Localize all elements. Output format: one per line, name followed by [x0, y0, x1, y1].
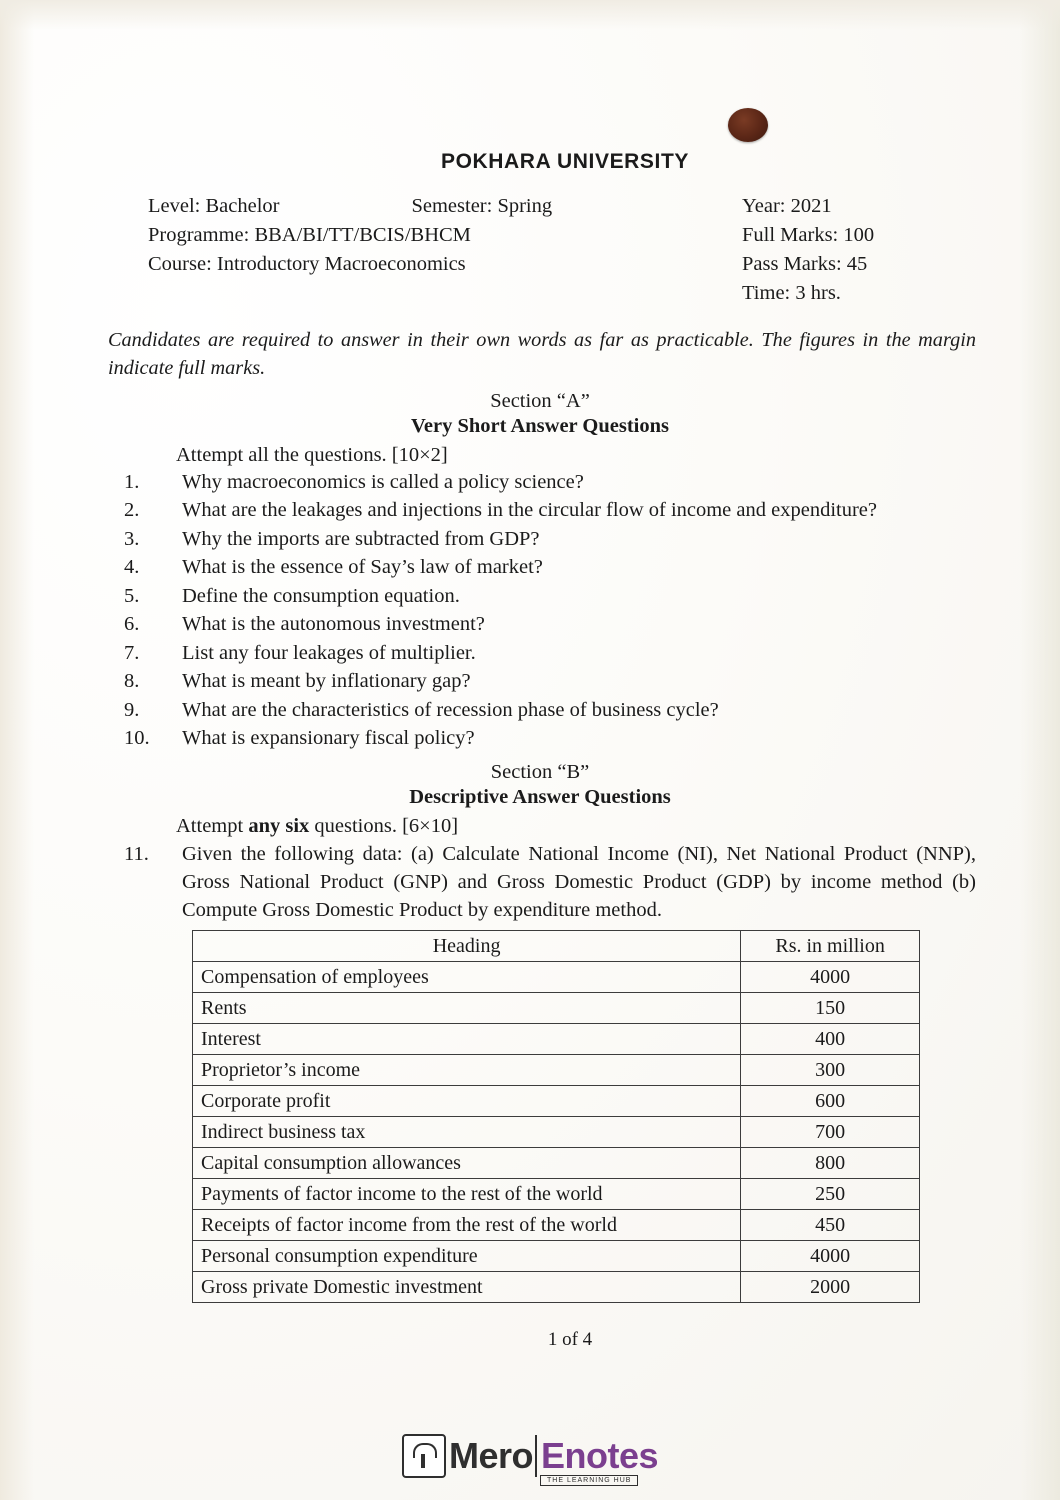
section-b-attempt	[104, 815, 976, 838]
course-text: Course: Introductory Macroeconomics	[148, 253, 466, 276]
national-income-data-table	[192, 930, 920, 1303]
watermark	[0, 1434, 1060, 1478]
section-b-subtitle: Descriptive Answer Questions	[409, 785, 671, 808]
question-number: 3.	[124, 527, 140, 550]
cell-heading: Gross private Domestic investment	[193, 1271, 741, 1302]
cell-amount: 600	[741, 1085, 920, 1116]
question-number: 11.	[124, 842, 149, 865]
attempt-suffix: questions. [6×10]	[309, 814, 459, 837]
cell-heading: Rents	[193, 992, 741, 1023]
book-icon	[402, 1434, 446, 1478]
cell-amount: 250	[741, 1178, 920, 1209]
section-a-attempt: Attempt all the questions. [10×2]	[176, 444, 448, 466]
cell-heading: Interest	[193, 1023, 741, 1054]
question-text: What is the essence of Say’s law of market?	[182, 556, 543, 579]
cell-amount: 400	[741, 1023, 920, 1054]
programme-text: Programme: BBA/BI/TT/BCIS/BHCM	[148, 224, 471, 247]
cell-heading: Receipts of factor income from the rest of the world	[193, 1209, 741, 1240]
list-item	[118, 697, 976, 724]
question-number: 10.	[124, 727, 150, 750]
cell-heading: Personal consumption expenditure	[193, 1240, 741, 1271]
table-row	[193, 1178, 920, 1209]
cell-amount: 150	[741, 992, 920, 1023]
cell-amount: 700	[741, 1116, 920, 1147]
section-b-title: Section “B”	[490, 760, 590, 783]
cell-heading: Proprietor’s income	[193, 1054, 741, 1085]
question-text: Given the following data: (a) Calculate National Income (NI), Net National Product (NNP), Gross National Product (GNP) and Gross Domestic Product (GDP) by income method (b) Compute Gross Domestic Product by expenditure method.	[182, 842, 976, 921]
document-content	[104, 96, 976, 1351]
section-a-question-list	[104, 469, 976, 753]
page-edge-shadow-top	[0, 0, 1060, 30]
cell-amount: 2000	[741, 1271, 920, 1302]
column-header-heading: Heading	[193, 930, 741, 961]
column-header-amount: Rs. in million	[741, 930, 920, 961]
university-title: POKHARA UNIVERSITY	[440, 150, 690, 173]
question-number: 1.	[124, 471, 140, 493]
metadata-left-column	[148, 192, 708, 279]
watermark-tagline: THE LEARNING HUB	[540, 1475, 638, 1486]
question-number: 7.	[124, 641, 140, 664]
metadata-right-column	[742, 192, 1042, 308]
question-text: What are the leakages and injections in the circular flow of income and expenditure?	[182, 499, 877, 522]
question-number: 6.	[124, 613, 140, 636]
cell-amount: 800	[741, 1147, 920, 1178]
question-number: 5.	[124, 584, 140, 607]
question-number: 2.	[124, 499, 140, 522]
question-text: What is meant by inflationary gap?	[182, 670, 471, 693]
question-text: Why the imports are subtracted from GDP?	[182, 527, 540, 550]
level-text: Level: Bachelor	[148, 195, 280, 217]
attempt-prefix: Attempt	[176, 814, 249, 837]
cell-heading: Capital consumption allowances	[193, 1147, 741, 1178]
question-text: What is the autonomous investment?	[182, 613, 485, 636]
question-number: 4.	[124, 556, 140, 579]
cell-amount: 4000	[741, 961, 920, 992]
watermark-enotes-text: Enotes	[535, 1435, 658, 1477]
table-row	[193, 1085, 920, 1116]
question-text: What are the characteristics of recession phase of business cycle?	[182, 698, 719, 721]
cell-heading: Compensation of employees	[193, 961, 741, 992]
list-item	[118, 526, 976, 553]
cell-amount: 300	[741, 1054, 920, 1085]
section-a-subtitle: Very Short Answer Questions	[411, 415, 669, 437]
list-item	[118, 469, 976, 496]
table-row	[193, 1209, 920, 1240]
pass-marks-text: Pass Marks: 45	[742, 253, 868, 276]
question-11	[104, 840, 976, 924]
page-number: 1 of 4	[547, 1328, 593, 1350]
cell-amount: 450	[741, 1209, 920, 1240]
table-row	[193, 992, 920, 1023]
table-row	[193, 961, 920, 992]
full-marks-text: Full Marks: 100	[742, 224, 875, 247]
cell-heading: Indirect business tax	[193, 1116, 741, 1147]
question-text: List any four leakages of multiplier.	[182, 641, 476, 664]
question-text: Define the consumption equation.	[182, 584, 460, 607]
attempt-emphasis: any six	[248, 814, 310, 837]
year-text: Year: 2021	[742, 195, 832, 217]
table-row	[193, 1240, 920, 1271]
list-item	[118, 640, 976, 667]
table-row	[193, 1116, 920, 1147]
watermark-mero-text: Mero	[448, 1435, 533, 1476]
list-item	[118, 583, 976, 610]
section-a-title: Section “A”	[490, 390, 590, 412]
cell-heading: Payments of factor income to the rest of the world	[193, 1178, 741, 1209]
question-text: What is expansionary fiscal policy?	[182, 727, 475, 750]
question-number: 9.	[124, 698, 140, 721]
list-item	[118, 725, 976, 752]
table-row	[193, 1147, 920, 1178]
exam-metadata	[104, 192, 976, 322]
question-text: Why macroeconomics is called a policy science?	[182, 471, 584, 493]
metadata-level-row	[148, 192, 708, 221]
list-item	[118, 497, 976, 524]
page-edge-shadow-left	[0, 0, 34, 1500]
list-item	[118, 668, 976, 695]
cell-amount: 4000	[741, 1240, 920, 1271]
semester-text: Semester: Spring	[411, 195, 553, 217]
instruction-note: Candidates are required to answer in their own words as far as practicable. The figures in the margin indicate full marks.	[108, 329, 976, 379]
time-text: Time: 3 hrs.	[742, 282, 841, 305]
cell-heading: Corporate profit	[193, 1085, 741, 1116]
table-row	[193, 1023, 920, 1054]
list-item	[118, 554, 976, 581]
list-item	[118, 611, 976, 638]
question-number: 8.	[124, 670, 140, 693]
table-row	[193, 1271, 920, 1302]
table-row	[193, 1054, 920, 1085]
table-header-row	[193, 930, 920, 961]
